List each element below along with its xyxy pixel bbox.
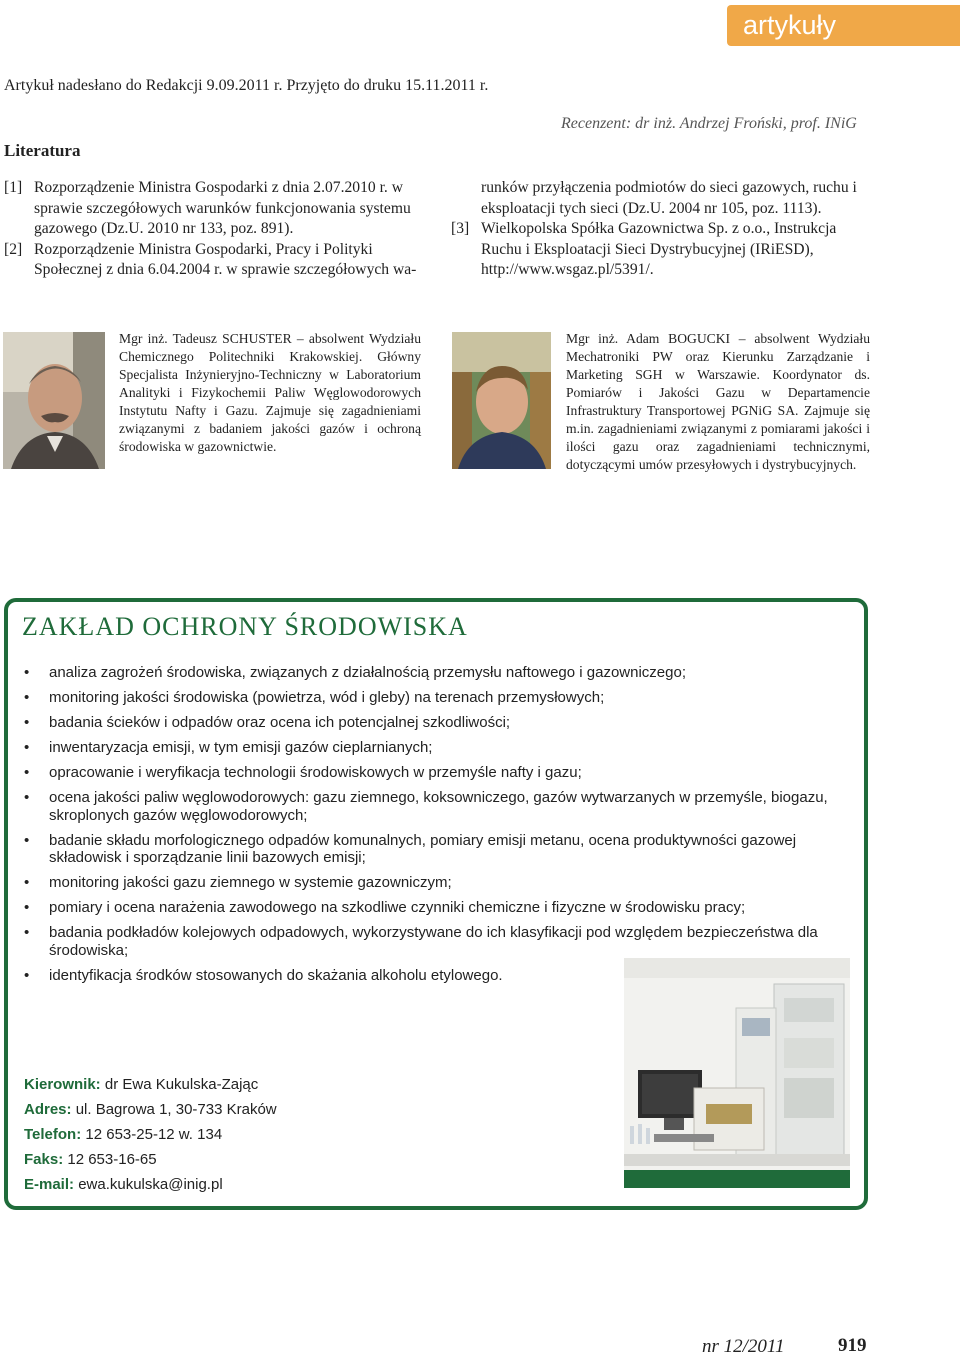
list-item-text: pomiary i ocena narażenia zawodowego na szkodliwe czynniki chemiczne i fizyczne w środowisku pracy; [49, 899, 746, 916]
list-item [24, 664, 854, 682]
author-bio-bogucki: Mgr inż. Adam BOGUCKI – absolwent Wydziału Mechatroniki PW oraz Kierunku Zarządzanie i Marketing SGH w Warszawie. Koordynator ds. Pomiarów i Jakości Gazu w Departamencie Infrastruktury Transportowej PGNiG SA. Zajmuje się m.in. zagadnieniami związanymi z pomiarami jakości i ilości gazu oraz zagadnieniami technicznymi, dotyczącymi umów przesyłowych i dystrybucyjnych. [566, 331, 870, 472]
portrait-image [3, 332, 105, 469]
literature-heading: Literatura [4, 141, 81, 160]
contact-row-address [24, 1097, 277, 1122]
contact-value: 12 653-16-65 [67, 1151, 157, 1168]
contact-row-manager [24, 1072, 277, 1097]
author-bio-schuster: Mgr inż. Tadeusz SCHUSTER – absolwent Wydziału Chemicznego Politechniki Krakowskiej. Główny Specjalista Inżynieryjno-Techniczny w Laboratorium Analityki i Fizykochemii Paliw Węglowodorowych Instytutu Nafty i Gazu. Zajmuje się zagadnieniami związanymi z badaniem jakości gazów i ochroną środowiska w gazownictwie. [119, 331, 421, 454]
contact-value: ul. Bagrowa 1, 30-733 Kraków [75, 1101, 277, 1118]
contact-label: Telefon: [24, 1126, 82, 1143]
list-item [24, 789, 854, 824]
reviewer-note: Recenzent: dr inż. Andrzej Froński, prof. INiG [561, 115, 857, 132]
list-item [24, 764, 854, 782]
bullet-icon: • [24, 739, 30, 756]
list-item-text: analiza zagrożeń środowiska, związanych z działalnością przemysłu naftowego i gazowniczego; [49, 664, 686, 681]
list-item-text: badania podkładów kolejowych odpadowych, wykorzystywane do ich klasyfikacji pod względem bezpieczeństwa dla środowiska; [49, 924, 818, 959]
bullet-icon: • [24, 831, 30, 849]
list-item-text: ocena jakości paliw węglowodorowych: gazu ziemnego, koksowniczego, gazów wytwarzanych w przemyśle, biogazu, skroplonych gazów węglowodorowych; [49, 789, 828, 824]
reference-text: Rozporządzenie Ministra Gospodarki, Pracy i Polityki Społecznej z dnia 6.04.2004 r. w sprawie szczegółowych wa- [34, 240, 417, 278]
reference-text: Wielkopolska Spółka Gazownictwa Sp. z o.o., Instrukcja Ruchu i Eksploatacji Sieci Dystrybucyjnej (IRiESD), http://www.wsgaz.pl/5391/. [481, 220, 837, 278]
references-right-column [451, 178, 872, 281]
bullet-icon: • [24, 924, 30, 941]
list-item [24, 689, 854, 707]
bullet-icon: • [24, 689, 30, 706]
reference-item [4, 178, 422, 240]
list-item [24, 874, 854, 892]
contact-row-phone [24, 1122, 277, 1147]
reference-item [4, 240, 422, 281]
reference-number: [2] [4, 240, 23, 258]
contact-value: dr Ewa Kukulska-Zając [104, 1076, 259, 1093]
list-item [24, 899, 854, 917]
reference-number: [3] [451, 220, 470, 237]
contact-value: 12 653-25-12 w. 134 [85, 1126, 223, 1143]
reference-item [451, 219, 872, 281]
contact-label: Adres: [24, 1101, 72, 1118]
list-item [24, 739, 854, 757]
bullet-icon: • [24, 764, 30, 781]
contact-label: E-mail: [24, 1176, 75, 1193]
reference-text: runków przyłączenia podmiotów do sieci gazowych, ruchu i eksploatacji tych sieci (Dz.U. 2004 nr 105, poz. 1113). [481, 179, 857, 217]
author-photo-schuster [3, 332, 105, 469]
submission-note: Artykuł nadesłano do Redakcji 9.09.2011 r. Przyjęto do druku 15.11.2011 r. [4, 77, 489, 94]
list-item-text: identyfikacja środków stosowanych do skażania alkoholu etylowego. [49, 966, 503, 984]
contact-row-email [24, 1172, 277, 1197]
department-title: ZAKŁAD OCHRONY ŚRODOWISKA [22, 612, 468, 641]
bullet-icon: • [24, 664, 30, 681]
lab-equipment-photo [624, 958, 850, 1188]
contact-row-fax [24, 1147, 277, 1172]
bullet-icon: • [24, 966, 30, 984]
contact-label: Faks: [24, 1151, 64, 1168]
reference-number: [1] [4, 179, 23, 196]
list-item [24, 924, 854, 959]
reference-item [451, 178, 872, 219]
list-item-text: monitoring jakości środowiska (powietrza, wód i gleby) na terenach przemysłowych; [49, 689, 605, 706]
list-item-text: badanie składu morfologicznego odpadów komunalnych, pomiary emisji metanu, ocena produktywności gazowej składowisk i sporządzanie linii bazowych emisji; [49, 831, 797, 866]
bullet-icon: • [24, 899, 30, 916]
bullet-icon: • [24, 874, 30, 891]
page-number: 919 [838, 1335, 867, 1356]
bullet-icon: • [24, 714, 30, 731]
lab-image [624, 958, 850, 1188]
list-item-text: badania ścieków i odpadów oraz ocena ich potencjalnej szkodliwości; [49, 714, 511, 731]
contact-value[interactable]: ewa.kukulska@inig.pl [78, 1176, 223, 1193]
list-item-text: monitoring jakości gazu ziemnego w systemie gazowniczym; [49, 874, 452, 891]
contact-block [24, 1072, 277, 1197]
list-item-text: opracowanie i weryfikacja technologii środowiskowych w przemyśle nafty i gazu; [49, 764, 582, 781]
reference-text: Rozporządzenie Ministra Gospodarki z dnia 2.07.2010 r. w sprawie szczegółowych warunków funkcjonowania systemu gazowego (Dz.U. 2010 nr 133, poz. 891). [34, 179, 411, 237]
issue-number: nr 12/2011 [702, 1336, 785, 1357]
portrait-image [452, 332, 551, 469]
references-left-column [4, 178, 422, 281]
bullet-icon: • [24, 789, 30, 806]
list-item [24, 832, 854, 867]
author-photo-bogucki [452, 332, 551, 469]
list-item [24, 714, 854, 732]
service-list [24, 664, 854, 992]
contact-label: Kierownik: [24, 1076, 101, 1093]
list-item-text: inwentaryzacja emisji, w tym emisji gazów cieplarnianych; [49, 739, 433, 756]
section-tag: artykuły [727, 5, 960, 46]
